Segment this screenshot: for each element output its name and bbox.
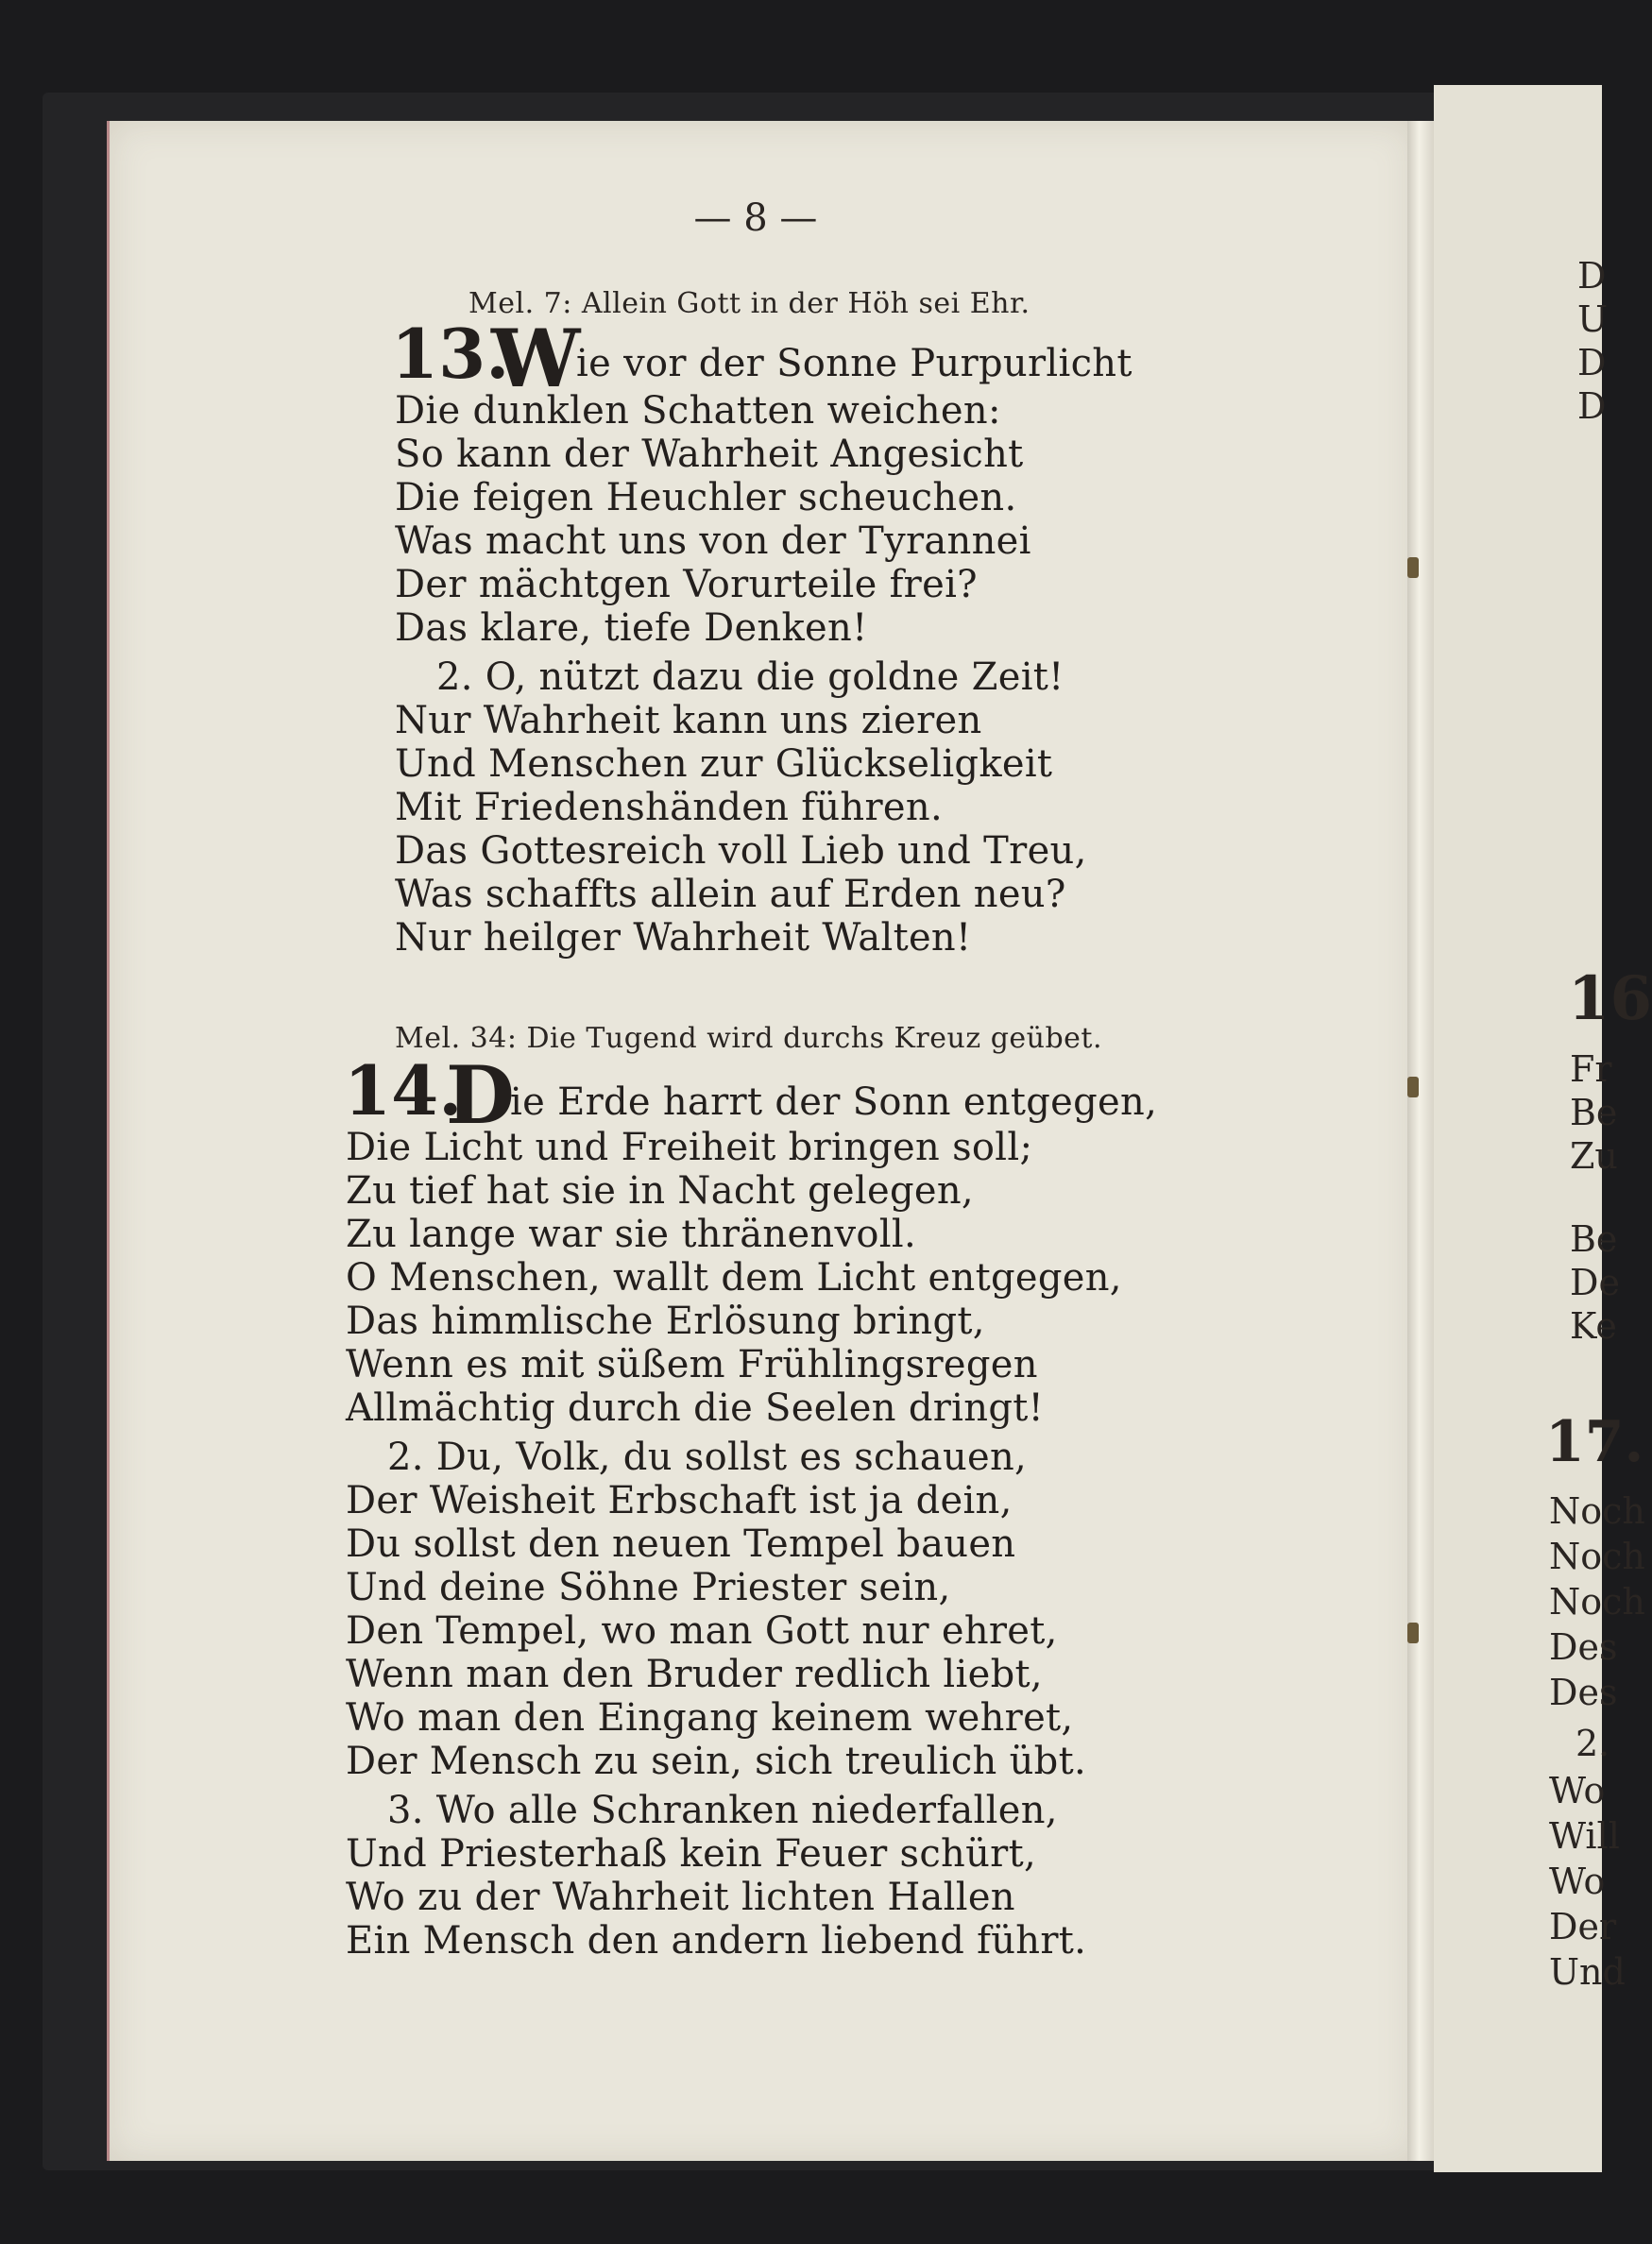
right-page-fragment: Noch <box>1549 1581 1645 1623</box>
right-page-fragment: Be <box>1570 1218 1618 1260</box>
page-number: — 8 — <box>693 196 818 240</box>
verse-line: Zu lange war sie thränenvoll. <box>346 1213 916 1256</box>
verse-line: Und deine Söhne Priester sein, <box>346 1566 951 1609</box>
right-page-fragment: 16 <box>1568 963 1652 1034</box>
verse-line: Das klare, tiefe Denken! <box>395 606 868 650</box>
verse-line: Allmächtig durch die Seelen dringt! <box>346 1386 1044 1430</box>
right-page-fragment: Noch <box>1549 1536 1645 1577</box>
right-page-fragment: 2. <box>1575 1723 1610 1764</box>
right-page-fragment: Des <box>1549 1672 1618 1713</box>
verse-line: Du sollst den neuen Tempel bauen <box>346 1522 1016 1566</box>
verse-line: Den Tempel, wo man Gott nur ehret, <box>346 1609 1058 1653</box>
melody-heading: Mel. 34: Die Tugend wird durchs Kreuz geübet. <box>395 1022 1103 1055</box>
hymn-number: 14. <box>344 1050 463 1130</box>
verse-line: Der Weisheit Erbschaft ist ja dein, <box>346 1479 1013 1522</box>
verse-line: Was schaffts allein auf Erden neu? <box>395 873 1066 916</box>
right-page-fragment: Der <box>1549 1906 1617 1947</box>
verse-line: 2. O, nützt dazu die goldne Zeit! <box>436 655 1064 699</box>
verse-line: Wo zu der Wahrheit lichten Hallen <box>346 1876 1015 1919</box>
verse-line: Nur heilger Wahrheit Walten! <box>395 916 972 960</box>
verse-line: ie vor der Sonne Purpurlicht <box>576 342 1133 385</box>
verse-line: Mit Friedenshänden führen. <box>395 786 943 829</box>
verse-line: 2. Du, Volk, du sollst es schauen, <box>387 1436 1028 1479</box>
right-page-fragment: Ke <box>1570 1305 1617 1347</box>
verse-line: Das himmlische Erlösung bringt, <box>346 1300 985 1343</box>
verse-line: Was macht uns von der Tyrannei <box>395 519 1031 563</box>
verse-line: O Menschen, wallt dem Licht entgegen, <box>346 1256 1122 1300</box>
right-page-fragment: Wo <box>1549 1861 1606 1902</box>
binding-stitch <box>1407 1623 1419 1643</box>
right-page-fragment: D <box>1577 255 1607 297</box>
right-page-fragment: Will <box>1549 1815 1620 1857</box>
verse-line: Der Mensch zu sein, sich treulich übt. <box>346 1740 1086 1783</box>
verse-line: Und Priesterhaß kein Feuer schürt, <box>346 1832 1036 1876</box>
right-page <box>1434 85 1652 2172</box>
hymn-number: 13. <box>391 314 510 394</box>
verse-line: Wenn man den Bruder redlich liebt, <box>346 1653 1043 1696</box>
right-page-fragment: 17. <box>1545 1409 1644 1475</box>
verse-line: Ein Mensch den andern liebend führt. <box>346 1919 1087 1963</box>
right-page-fragment: Zu <box>1570 1135 1618 1177</box>
right-page-fragment: Und <box>1549 1951 1626 1993</box>
right-page-fragment: Be <box>1570 1092 1618 1133</box>
verse-line: Die dunklen Schatten weichen: <box>395 389 1001 433</box>
verse-line: 3. Wo alle Schranken niederfallen, <box>387 1789 1058 1832</box>
right-page-fragment: Des <box>1549 1626 1618 1668</box>
verse-line: Nur Wahrheit kann uns zieren <box>395 699 982 742</box>
verse-line: Die feigen Heuchler scheuchen. <box>395 476 1017 519</box>
verse-line: Wo man den Eingang keinem wehret, <box>346 1696 1074 1740</box>
right-page-fragment: Wo <box>1549 1770 1606 1811</box>
binding-stitch <box>1407 557 1419 578</box>
book-gutter <box>1407 121 1434 2161</box>
verse-line: Das Gottesreich voll Lieb und Treu, <box>395 829 1087 873</box>
right-page-fragment: D <box>1577 385 1607 427</box>
verse-line: Wenn es mit süßem Frühlingsregen <box>346 1343 1038 1386</box>
verse-line: Der mächtgen Vorurteile frei? <box>395 563 978 606</box>
right-page-fragment: U <box>1577 298 1609 340</box>
verse-line: Zu tief hat sie in Nacht gelegen, <box>346 1169 974 1213</box>
right-page-fragment: Fr <box>1570 1048 1612 1090</box>
verse-line: So kann der Wahrheit Angesicht <box>395 433 1024 476</box>
verse-line: Und Menschen zur Glückseligkeit <box>395 742 1053 786</box>
right-page-fragment: Noch <box>1549 1490 1645 1532</box>
verse-line: ie Erde harrt der Sonn entgegen, <box>510 1080 1158 1124</box>
binding-stitch <box>1407 1077 1419 1097</box>
verse-line: Die Licht und Freiheit bringen soll; <box>346 1126 1033 1169</box>
right-page-fragment: De <box>1570 1262 1620 1303</box>
drop-cap: D <box>446 1048 515 1142</box>
right-page-fragment: D <box>1577 342 1607 383</box>
melody-heading: Mel. 7: Allein Gott in der Höh sei Ehr. <box>468 287 1030 320</box>
drop-cap: W <box>491 312 581 405</box>
